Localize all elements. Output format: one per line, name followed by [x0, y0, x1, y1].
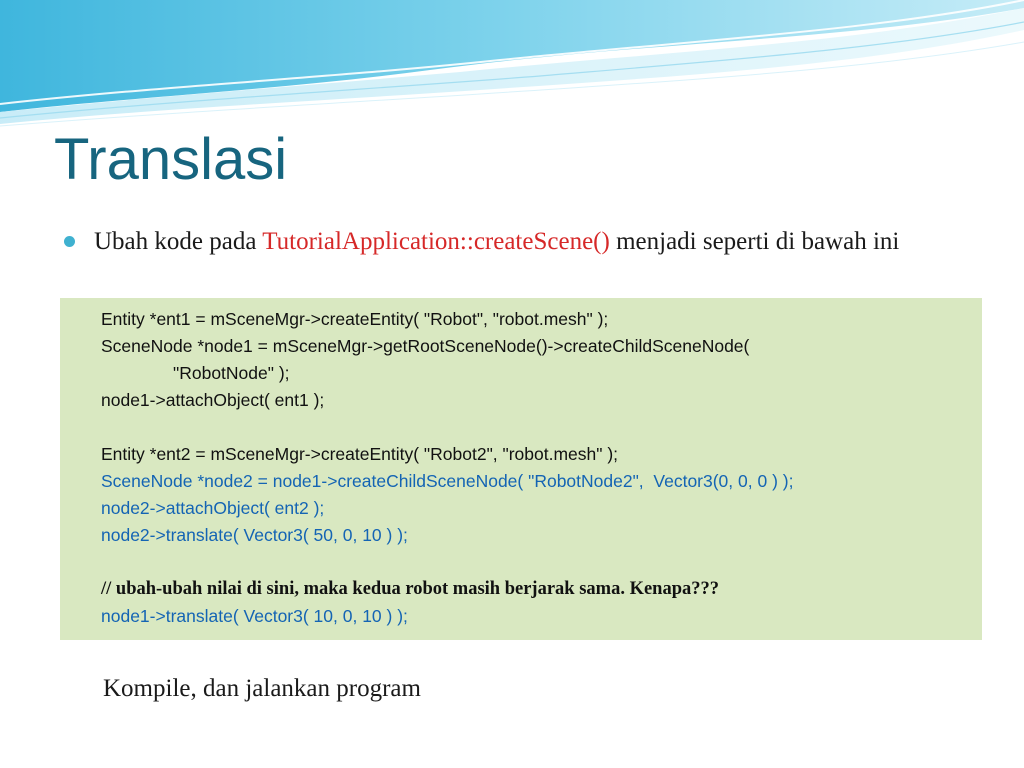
- bullet-text-prefix: Ubah kode pada: [94, 228, 263, 255]
- code-box: [60, 298, 982, 640]
- bullet-item: [64, 224, 964, 259]
- code-line: SceneNode *node1 = mSceneMgr->getRootSceneNode()->createChildSceneNode(: [101, 336, 750, 356]
- code-lines: [101, 306, 793, 630]
- code-line: node1->translate( Vector3( 10, 0, 10 ) );: [101, 606, 408, 626]
- bullet-text-highlight: TutorialApplication::createScene(): [262, 228, 610, 255]
- code-line: "RobotNode" );: [173, 363, 290, 383]
- footer-text: Kompile, dan jalankan program: [103, 675, 421, 702]
- slide-title: Translasi: [54, 127, 288, 192]
- bullet-text-suffix: menjadi seperti di bawah ini: [609, 228, 900, 255]
- code-line: SceneNode *node2 = node1->createChildSceneNode( "RobotNode2", Vector3(0, 0, 0 ) );: [101, 471, 794, 491]
- bullet-dot-icon: [64, 236, 75, 247]
- bullet-text: [94, 224, 964, 259]
- code-line: node2->translate( Vector3( 50, 0, 10 ) );: [101, 525, 408, 545]
- code-line: [101, 549, 793, 576]
- code-line: node2->attachObject( ent2 );: [101, 498, 325, 518]
- decorative-wave-header: [0, 0, 1024, 130]
- code-line: [101, 414, 793, 441]
- code-line: node1->attachObject( ent1 );: [101, 390, 325, 410]
- code-line: // ubah-ubah nilai di sini, maka kedua robot masih berjarak sama. Kenapa???: [101, 579, 720, 599]
- code-line: Entity *ent2 = mSceneMgr->createEntity( "Robot2", "robot.mesh" );: [101, 444, 619, 464]
- code-line: Entity *ent1 = mSceneMgr->createEntity( "Robot", "robot.mesh" );: [101, 309, 609, 329]
